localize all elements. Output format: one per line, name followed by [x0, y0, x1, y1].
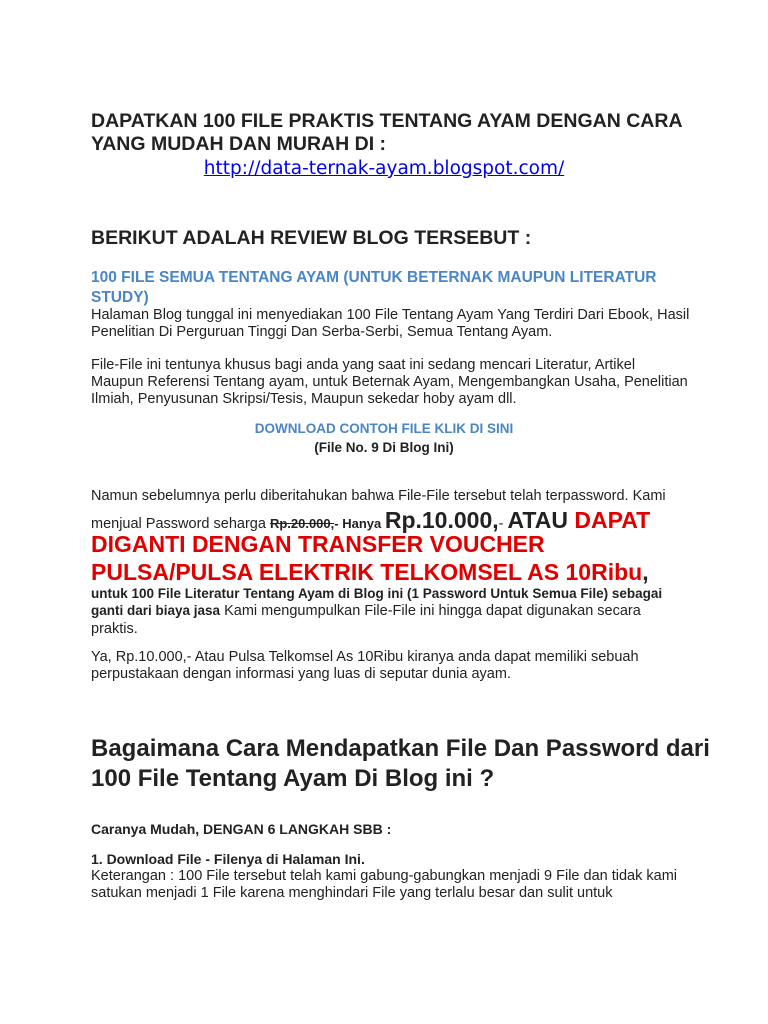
download-note: (File No. 9 Di Blog Ini) — [314, 440, 454, 455]
old-price: Rp.20.000, — [269, 516, 335, 531]
atau-label: ATAU — [507, 507, 575, 533]
purpose-bold: untuk 100 File Literatur Tentang Ayam di Blog ini (1 Password Untuk Semua File) sebagai ganti dari biaya jasa — [91, 586, 663, 618]
dapat-label: DAPAT — [574, 507, 651, 533]
paragraph-summary: Ya, Rp.10.000,- Atau Pulsa Telkomsel As 10Ribu kiranya anda dapat memiliki sebuah perpustakaan dengan informasi yang luas di seputar dunia ayam. — [91, 649, 639, 682]
review-heading: BERIKUT ADALAH REVIEW BLOG TERSEBUT : — [91, 227, 532, 249]
paragraph-intro: Halaman Blog tunggal ini menyediakan 100 File Tentang Ayam Yang Terdiri Dari Ebook, Hasil Penelitian Di Perguruan Tinggi Dan Serba-Serbi, Semua Tentang Ayam. — [91, 307, 690, 340]
paragraph-description: File-File ini tentunya khusus bagi anda yang saat ini sedang mencari Literatur, Artikel Maupun Referensi Tentang ayam, untuk Beternak Ayam, Mengembangkan Usaha, Penelitian Ilmiah, Penyusunan Skripsi/Tesis, Maupun sekedar hoby ayam dll. — [91, 357, 688, 407]
voucher-comma: , — [642, 559, 649, 585]
paragraph-purpose — [91, 585, 691, 638]
new-price: Rp.10.000, — [384, 507, 499, 533]
steps-intro: Caranya Mudah, DENGAN 6 LANGKAH SBB : — [91, 821, 392, 837]
hanya-label: - Hanya — [334, 516, 385, 531]
section-title: 100 FILE SEMUA TENTANG AYAM (UNTUK BETERNAK MAUPUN LITERATUR STUDY) — [91, 269, 657, 306]
voucher-highlight — [91, 530, 701, 586]
purpose-normal: Kami mengumpulkan File-File ini hingga dapat digunakan secara praktis. — [91, 603, 641, 637]
pricing-lead: menjual Password seharga — [91, 516, 270, 532]
step1-title: 1. Download File - Filenya di Halaman Ini. — [91, 851, 365, 867]
step1-description: Keterangan : 100 File tersebut telah kami gabung-gabungkan menjadi 9 File dan tidak kami satukan menjadi 1 File karena menghindari File yang terlalu besar dan sulit untuk — [91, 868, 678, 901]
blog-url-link[interactable]: http://data-ternak-ayam.blogspot.com/ — [203, 158, 565, 179]
voucher-text: DIGANTI DENGAN TRANSFER VOUCHER PULSA/PULSA ELEKTRIK TELKOMSEL AS 10Ribu — [91, 531, 643, 585]
page-title: DAPATKAN 100 FILE PRAKTIS TENTANG AYAM DENGAN CARA YANG MUDAH DAN MURAH DI : — [91, 110, 682, 155]
pricing-intro: Namun sebelumnya perlu diberitahukan bahwa File-File tersebut telah terpassword. Kami — [91, 488, 666, 504]
price-dash: - — [498, 516, 508, 532]
how-heading: Bagaimana Cara Mendapatkan File Dan Password dari 100 File Tentang Ayam Di Blog ini ? — [91, 735, 710, 792]
download-sample-link[interactable]: DOWNLOAD CONTOH FILE KLIK DI SINI — [254, 421, 514, 436]
